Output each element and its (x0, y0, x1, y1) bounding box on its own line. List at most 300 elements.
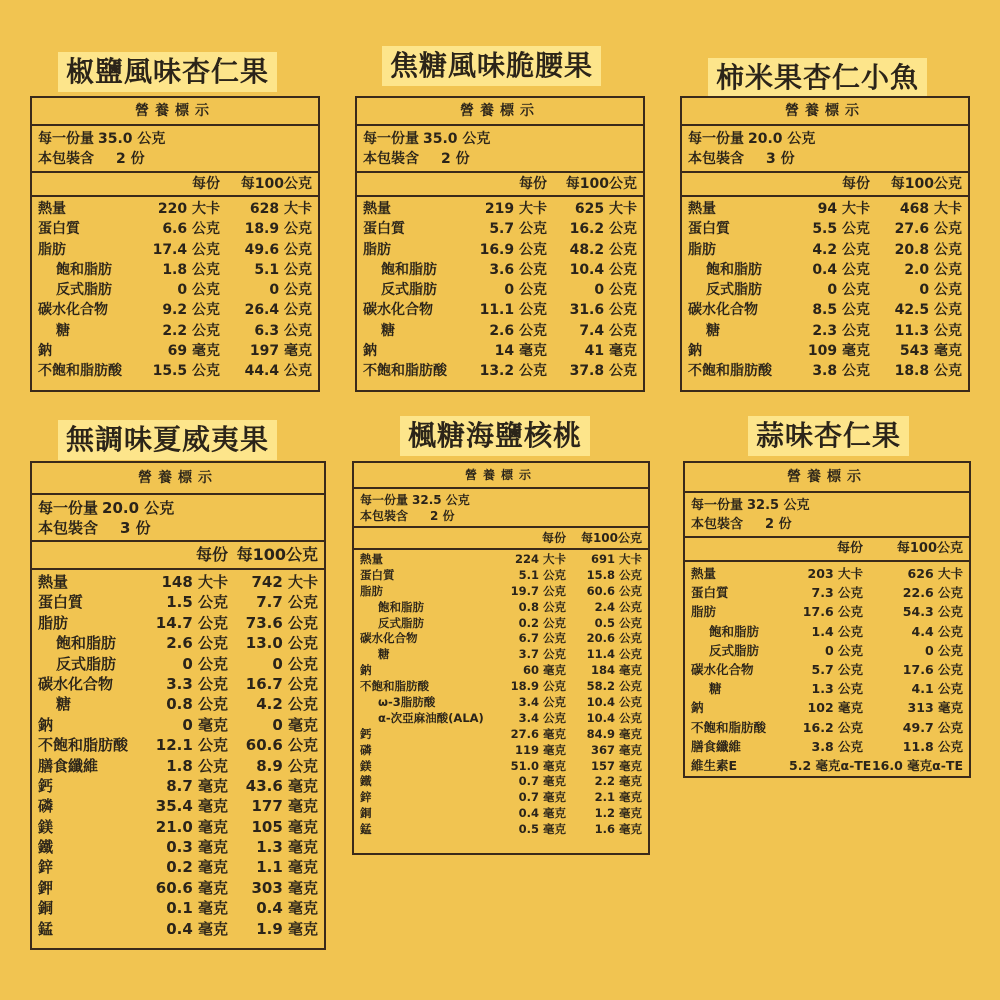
value-per-100g: 43.6 毫克 (245, 776, 318, 795)
nutrient-name: 鐵 (360, 774, 372, 789)
value-per-serving: 12.1 公克 (155, 736, 228, 755)
nutrient-name: 鈣 (38, 776, 54, 795)
value-per-serving: 9.2 公克 (162, 302, 220, 319)
value-per-serving: 3.8 公克 (812, 363, 870, 380)
value-per-serving: 6.7 公克 (518, 631, 566, 646)
col-per-100g: 每100公克 (240, 176, 312, 192)
nutrient-row (360, 552, 642, 568)
serving-label: 每一份量 (363, 131, 419, 147)
value-per-100g: 18.9 公克 (244, 221, 312, 238)
col-per-serving: 每份 (842, 176, 870, 192)
serving-label: 每一份量 (38, 499, 99, 517)
nutrient-name: 鈉 (38, 715, 54, 734)
serving-value: 35.0 公克 (423, 131, 491, 147)
value-per-100g: 60.6 公克 (245, 736, 318, 755)
nutrient-name: 飽和脂肪 (709, 623, 760, 639)
nutrient-row (691, 622, 963, 641)
value-per-serving: 14.7 公克 (155, 613, 228, 632)
nutrient-row (38, 613, 318, 633)
value-per-serving: 3.7 公克 (518, 647, 566, 662)
value-per-100g: 543 毫克 (899, 343, 962, 360)
value-per-100g: 16.2 公克 (569, 221, 637, 238)
nutrient-row (38, 341, 312, 361)
value-per-serving: 109 毫克 (807, 343, 870, 360)
nutrient-row (360, 584, 642, 600)
serving-info (685, 493, 969, 538)
serving-label: 每一份量 (360, 493, 409, 507)
nutrient-row (360, 679, 642, 695)
col-per-100g: 每100公克 (236, 545, 318, 564)
pack-value: 3 份 (120, 519, 151, 537)
nutrient-row (691, 679, 963, 698)
nutrient-name: 碳水化合物 (38, 302, 108, 319)
nutrient-name: 鈣 (360, 726, 372, 741)
nutrient-row (38, 219, 312, 239)
value-per-serving: 6.6 公克 (162, 221, 220, 238)
nutrient-row (688, 280, 962, 300)
value-per-serving: 0 公克 (827, 282, 870, 299)
nutrient-name: 碳水化合物 (38, 674, 114, 693)
pack-value: 2 份 (430, 509, 455, 523)
column-header (32, 173, 318, 197)
nutrient-row (38, 817, 318, 837)
nutrient-name: 銅 (360, 806, 372, 821)
value-per-serving: 5.7 公克 (489, 221, 547, 238)
value-per-100g: 2.1 毫克 (594, 790, 642, 805)
nutrient-list (32, 197, 318, 382)
nutrient-name: 反式脂肪 (56, 282, 112, 299)
nutrient-name: 蛋白質 (691, 585, 729, 601)
nutrient-row (691, 564, 963, 583)
value-per-serving: 0.7 毫克 (518, 790, 566, 805)
nutrient-name: 飽和脂肪 (56, 261, 112, 278)
nutrient-row (360, 790, 642, 806)
nutrient-row (360, 647, 642, 663)
value-per-100g: 20.6 公克 (586, 631, 642, 646)
nutrient-row (688, 361, 962, 381)
value-per-100g: 2.0 公克 (904, 261, 962, 278)
value-per-100g: 0 毫克 (272, 715, 318, 734)
value-per-serving: 2.6 公克 (166, 634, 228, 653)
nutrient-row (38, 694, 318, 714)
nutrient-name: 飽和脂肪 (378, 599, 424, 614)
pack-label: 本包裝含 (363, 151, 419, 167)
value-per-serving: 51.0 毫克 (510, 758, 566, 773)
value-per-serving: 119 毫克 (514, 742, 566, 757)
nutrient-name: 熱量 (360, 552, 383, 566)
nutrient-row (363, 199, 637, 219)
value-per-serving: 0.8 公克 (518, 599, 566, 614)
value-per-serving: 18.9 公克 (510, 679, 566, 694)
col-per-serving: 每份 (195, 545, 228, 564)
value-per-100g: 22.6 公克 (902, 585, 963, 601)
value-per-100g: 0 公克 (919, 282, 962, 299)
nutrient-row (688, 240, 962, 260)
value-per-100g: 37.8 公克 (569, 363, 637, 380)
nutrient-row (38, 919, 318, 939)
value-per-100g: 15.8 公克 (586, 567, 642, 582)
nutrient-name: 脂肪 (360, 583, 383, 598)
value-per-100g: 0 公克 (272, 654, 318, 673)
serving-value: 32.5 公克 (412, 493, 470, 507)
nutrient-row (363, 321, 637, 341)
value-per-100g: 31.6 公克 (569, 302, 637, 319)
value-per-serving: 148 大卡 (161, 573, 228, 591)
value-per-serving: 203 大卡 (807, 566, 863, 581)
value-per-serving: 219 大卡 (484, 201, 547, 217)
value-per-serving: 2.2 公克 (162, 322, 220, 339)
value-per-serving: 220 大卡 (157, 201, 220, 217)
value-per-100g: 105 毫克 (251, 817, 318, 836)
value-per-serving: 5.5 公克 (812, 221, 870, 238)
nutrient-row (688, 219, 962, 239)
nutrient-name: 不飽和脂肪酸 (688, 363, 772, 380)
pack-value: 3 份 (766, 151, 795, 167)
value-per-100g: 58.2 公克 (586, 679, 642, 694)
nutrient-row (691, 583, 963, 602)
value-per-serving: 1.4 公克 (811, 623, 863, 639)
nutrient-row (38, 756, 318, 776)
nutrient-name: 脂肪 (363, 241, 391, 258)
nutrition-panel (683, 461, 971, 778)
value-per-100g: 303 毫克 (251, 878, 318, 897)
nutrient-row (691, 698, 963, 717)
nutrient-row (363, 361, 637, 381)
nutrient-name: 脂肪 (688, 241, 716, 258)
value-per-100g: 49.7 公克 (902, 719, 963, 735)
value-per-100g: 1.6 毫克 (594, 822, 642, 837)
value-per-serving: 0.8 公克 (166, 695, 228, 714)
nutrient-row (38, 199, 312, 219)
value-per-100g: 625 大卡 (574, 201, 637, 217)
value-per-100g: 18.8 公克 (894, 363, 962, 380)
serving-label: 每一份量 (691, 498, 744, 513)
nutrient-row (38, 796, 318, 816)
nutrition-panel (30, 461, 326, 950)
value-per-100g: 16.0 毫克α-TE (871, 757, 963, 773)
nutrient-name: 錳 (38, 919, 54, 938)
value-per-serving: 15.5 公克 (152, 363, 220, 380)
value-per-serving: 60 毫克 (522, 663, 566, 678)
serving-value: 20.0 公克 (102, 499, 175, 517)
nutrient-name: 反式脂肪 (378, 615, 424, 630)
nutrient-name: 反式脂肪 (706, 282, 762, 299)
nutrient-row (363, 280, 637, 300)
nutrient-row (688, 300, 962, 320)
nutrient-list (685, 562, 969, 775)
nutrient-name: 鈉 (688, 343, 702, 360)
value-per-100g: 73.6 公克 (245, 613, 318, 632)
value-per-serving: 35.4 毫克 (155, 797, 228, 816)
value-per-serving: 3.6 公克 (489, 261, 547, 278)
value-per-serving: 16.9 公克 (479, 241, 547, 258)
value-per-serving: 5.2 毫克α-TE (789, 757, 872, 773)
nutrient-name: 蛋白質 (360, 567, 395, 582)
nutrient-name: 熱量 (38, 573, 69, 591)
value-per-100g: 26.4 公克 (244, 302, 312, 319)
value-per-serving: 27.6 毫克 (510, 726, 566, 741)
value-per-100g: 2.4 公克 (594, 599, 642, 614)
nutrient-row (38, 654, 318, 674)
value-per-100g: 0 公克 (924, 642, 963, 658)
value-per-serving: 0 公克 (177, 282, 220, 299)
nutrition-panel (355, 96, 645, 392)
nutrient-row (691, 641, 963, 660)
column-header (354, 528, 648, 550)
value-per-100g: 17.6 公克 (902, 661, 963, 677)
value-per-serving: 60.6 毫克 (155, 878, 228, 897)
col-per-100g: 每100公克 (580, 531, 642, 545)
value-per-100g: 0.4 毫克 (256, 899, 318, 918)
nutrient-name: 碳水化合物 (691, 661, 754, 677)
value-per-100g: 84.9 毫克 (586, 726, 642, 741)
nutrient-name: 鈉 (38, 343, 52, 360)
product-title: 椒鹽風味杏仁果 (58, 52, 277, 92)
nutrient-name: 鈉 (360, 663, 372, 678)
serving-value: 35.0 公克 (98, 131, 166, 147)
nutrient-row (363, 300, 637, 320)
nutrient-name: 碳水化合物 (363, 302, 433, 319)
nutrient-list (357, 197, 643, 382)
value-per-serving: 1.5 公克 (166, 593, 228, 612)
value-per-100g: 626 大卡 (907, 566, 963, 581)
value-per-100g: 10.4 公克 (569, 261, 637, 278)
value-per-serving: 17.6 公克 (802, 604, 863, 620)
value-per-serving: 1.3 公克 (811, 681, 863, 697)
nutrient-name: 不飽和脂肪酸 (38, 363, 122, 380)
nutrient-name: 反式脂肪 (56, 654, 117, 673)
nutrient-row (38, 878, 318, 898)
value-per-100g: 7.7 公克 (256, 593, 318, 612)
nutrient-row (360, 695, 642, 711)
serving-info (682, 126, 968, 173)
nutrient-name: 鐵 (38, 838, 54, 857)
col-per-serving: 每份 (541, 531, 566, 545)
value-per-serving: 0 毫克 (182, 715, 228, 734)
nutrient-name: 熱量 (38, 201, 66, 217)
value-per-serving: 21.0 毫克 (155, 817, 228, 836)
product-title: 焦糖風味脆腰果 (382, 46, 601, 86)
nutrient-name: 碳水化合物 (688, 302, 758, 319)
nutrient-name: 鋅 (360, 790, 372, 805)
nutrition-panel (352, 461, 650, 855)
value-per-100g: 42.5 公克 (894, 302, 962, 319)
nutrient-name: 維生素E (691, 757, 738, 773)
nutrient-row (38, 857, 318, 877)
nutrient-row (691, 602, 963, 621)
serving-info (32, 126, 318, 173)
value-per-100g: 1.9 毫克 (256, 919, 318, 938)
col-per-serving: 每份 (192, 176, 220, 192)
value-per-serving: 3.8 公克 (811, 738, 863, 754)
nutrient-name: 鉀 (38, 878, 54, 897)
value-per-100g: 60.6 公克 (586, 583, 642, 598)
value-per-100g: 197 毫克 (249, 343, 312, 360)
value-per-serving: 3.3 公克 (166, 674, 228, 693)
column-header (357, 173, 643, 197)
nutrient-name: 飽和脂肪 (56, 634, 117, 653)
nutrient-name: 糖 (378, 647, 390, 662)
value-per-100g: 2.2 毫克 (594, 774, 642, 789)
nutrient-row (38, 321, 312, 341)
serving-info (32, 495, 324, 542)
nutrient-name: 銅 (38, 899, 54, 918)
value-per-serving: 69 毫克 (167, 343, 220, 360)
nutrient-name: 蛋白質 (38, 593, 84, 612)
nutrient-name: 磷 (38, 797, 54, 816)
serving-value: 32.5 公克 (747, 498, 810, 513)
value-per-100g: 13.0 公克 (245, 634, 318, 653)
nutrient-row (38, 735, 318, 755)
value-per-100g: 628 大卡 (249, 201, 312, 217)
nutrient-name: 糖 (709, 681, 722, 697)
panel-header: 營養標示 (32, 463, 324, 495)
value-per-serving: 102 毫克 (807, 700, 863, 716)
value-per-serving: 5.1 公克 (518, 567, 566, 582)
value-per-100g: 0.5 公克 (594, 615, 642, 630)
value-per-100g: 468 大卡 (899, 201, 962, 217)
pack-label: 本包裝含 (691, 517, 744, 532)
nutrient-name: 蛋白質 (38, 221, 80, 238)
nutrient-row (38, 240, 312, 260)
value-per-serving: 94 大卡 (817, 201, 870, 217)
value-per-100g: 54.3 公克 (902, 604, 963, 620)
value-per-serving: 0.5 毫克 (518, 822, 566, 837)
nutrient-name: 錳 (360, 822, 372, 837)
value-per-serving: 0 公克 (182, 654, 228, 673)
nutrient-row (360, 806, 642, 822)
nutrient-row (360, 616, 642, 632)
value-per-serving: 224 大卡 (514, 552, 566, 566)
value-per-serving: 19.7 公克 (510, 583, 566, 598)
col-per-100g: 每100公克 (896, 541, 963, 556)
value-per-100g: 184 毫克 (590, 663, 642, 678)
value-per-100g: 6.3 公克 (254, 322, 312, 339)
serving-value: 20.0 公克 (748, 131, 816, 147)
value-per-serving: 0 公克 (824, 642, 863, 658)
value-per-serving: 4.2 公克 (812, 241, 870, 258)
value-per-100g: 5.1 公克 (254, 261, 312, 278)
nutrient-row (38, 633, 318, 653)
value-per-serving: 8.5 公克 (812, 302, 870, 319)
value-per-serving: 0.4 毫克 (518, 806, 566, 821)
serving-info (354, 489, 648, 528)
nutrient-name: 不飽和脂肪酸 (360, 679, 429, 694)
panel-header: 營養標示 (32, 98, 318, 126)
value-per-100g: 11.3 公克 (894, 322, 962, 339)
panel-header: 營養標示 (354, 463, 648, 489)
nutrient-name: 脂肪 (38, 241, 66, 258)
value-per-100g: 4.2 公克 (256, 695, 318, 714)
value-per-serving: 1.8 公克 (162, 261, 220, 278)
value-per-100g: 367 毫克 (590, 742, 642, 757)
nutrient-name: 不飽和脂肪酸 (363, 363, 447, 380)
value-per-100g: 313 毫克 (907, 700, 963, 716)
value-per-serving: 0.3 毫克 (166, 838, 228, 857)
serving-label: 每一份量 (38, 131, 94, 147)
nutrient-row (691, 737, 963, 756)
nutrient-row (691, 756, 963, 775)
nutrient-name: 不飽和脂肪酸 (691, 719, 767, 735)
nutrient-name: 糖 (56, 322, 70, 339)
nutrient-name: 蛋白質 (688, 221, 730, 238)
panel-header: 營養標示 (682, 98, 968, 126)
nutrient-name: 脂肪 (38, 613, 69, 632)
nutrient-row (360, 663, 642, 679)
nutrient-name: 反式脂肪 (381, 282, 437, 299)
nutrient-row (360, 568, 642, 584)
value-per-100g: 16.7 公克 (245, 674, 318, 693)
nutrient-row (38, 300, 312, 320)
value-per-serving: 5.7 公克 (811, 661, 863, 677)
nutrient-row (360, 822, 642, 838)
nutrient-name: 磷 (360, 742, 372, 757)
value-per-100g: 48.2 公克 (569, 241, 637, 258)
value-per-serving: 0.2 毫克 (166, 858, 228, 877)
nutrient-name: 鎂 (38, 817, 54, 836)
nutrient-row (38, 572, 318, 592)
column-header (685, 538, 969, 562)
nutrient-row (38, 280, 312, 300)
nutrient-row (38, 715, 318, 735)
nutrient-row (363, 260, 637, 280)
value-per-100g: 4.4 公克 (911, 623, 963, 639)
nutrient-name: ω-3脂肪酸 (378, 695, 436, 710)
value-per-serving: 14 毫克 (494, 343, 547, 360)
nutrient-name: 膳食纖維 (38, 756, 99, 775)
value-per-serving: 0.4 公克 (812, 261, 870, 278)
nutrient-row (688, 260, 962, 280)
value-per-serving: 8.7 毫克 (166, 776, 228, 795)
nutrient-name: 膳食纖維 (691, 738, 742, 754)
serving-info (357, 126, 643, 173)
nutrient-name: 鎂 (360, 758, 372, 773)
nutrient-name: 飽和脂肪 (706, 261, 762, 278)
nutrient-list (682, 197, 968, 382)
value-per-serving: 2.3 公克 (812, 322, 870, 339)
value-per-100g: 27.6 公克 (894, 221, 962, 238)
nutrient-name: 糖 (706, 322, 720, 339)
value-per-100g: 49.6 公克 (244, 241, 312, 258)
nutrient-name: 鈉 (691, 700, 704, 716)
serving-label: 每一份量 (688, 131, 744, 147)
value-per-100g: 1.2 毫克 (594, 806, 642, 821)
nutrient-row (360, 727, 642, 743)
nutrient-name: 碳水化合物 (360, 631, 418, 646)
nutrient-row (360, 631, 642, 647)
nutrient-row (360, 711, 642, 727)
nutrient-row (38, 260, 312, 280)
nutrient-name: 飽和脂肪 (381, 261, 437, 278)
value-per-100g: 11.4 公克 (586, 647, 642, 662)
nutrient-name: 反式脂肪 (709, 642, 760, 658)
value-per-100g: 1.1 毫克 (256, 858, 318, 877)
pack-label: 本包裝含 (688, 151, 744, 167)
nutrient-row (38, 898, 318, 918)
nutrient-name: 熱量 (363, 201, 391, 217)
nutrient-name: 熱量 (688, 201, 716, 217)
value-per-100g: 11.8 公克 (902, 738, 963, 754)
nutrient-row (38, 361, 312, 381)
value-per-100g: 0 公克 (594, 282, 637, 299)
nutrient-name: 鈉 (363, 343, 377, 360)
product-title: 柿米果杏仁小魚 (708, 58, 927, 98)
nutrient-row (38, 674, 318, 694)
value-per-100g: 4.1 公克 (911, 681, 963, 697)
nutrient-name: 熱量 (691, 566, 717, 581)
pack-label: 本包裝含 (38, 519, 99, 537)
nutrient-row (363, 219, 637, 239)
